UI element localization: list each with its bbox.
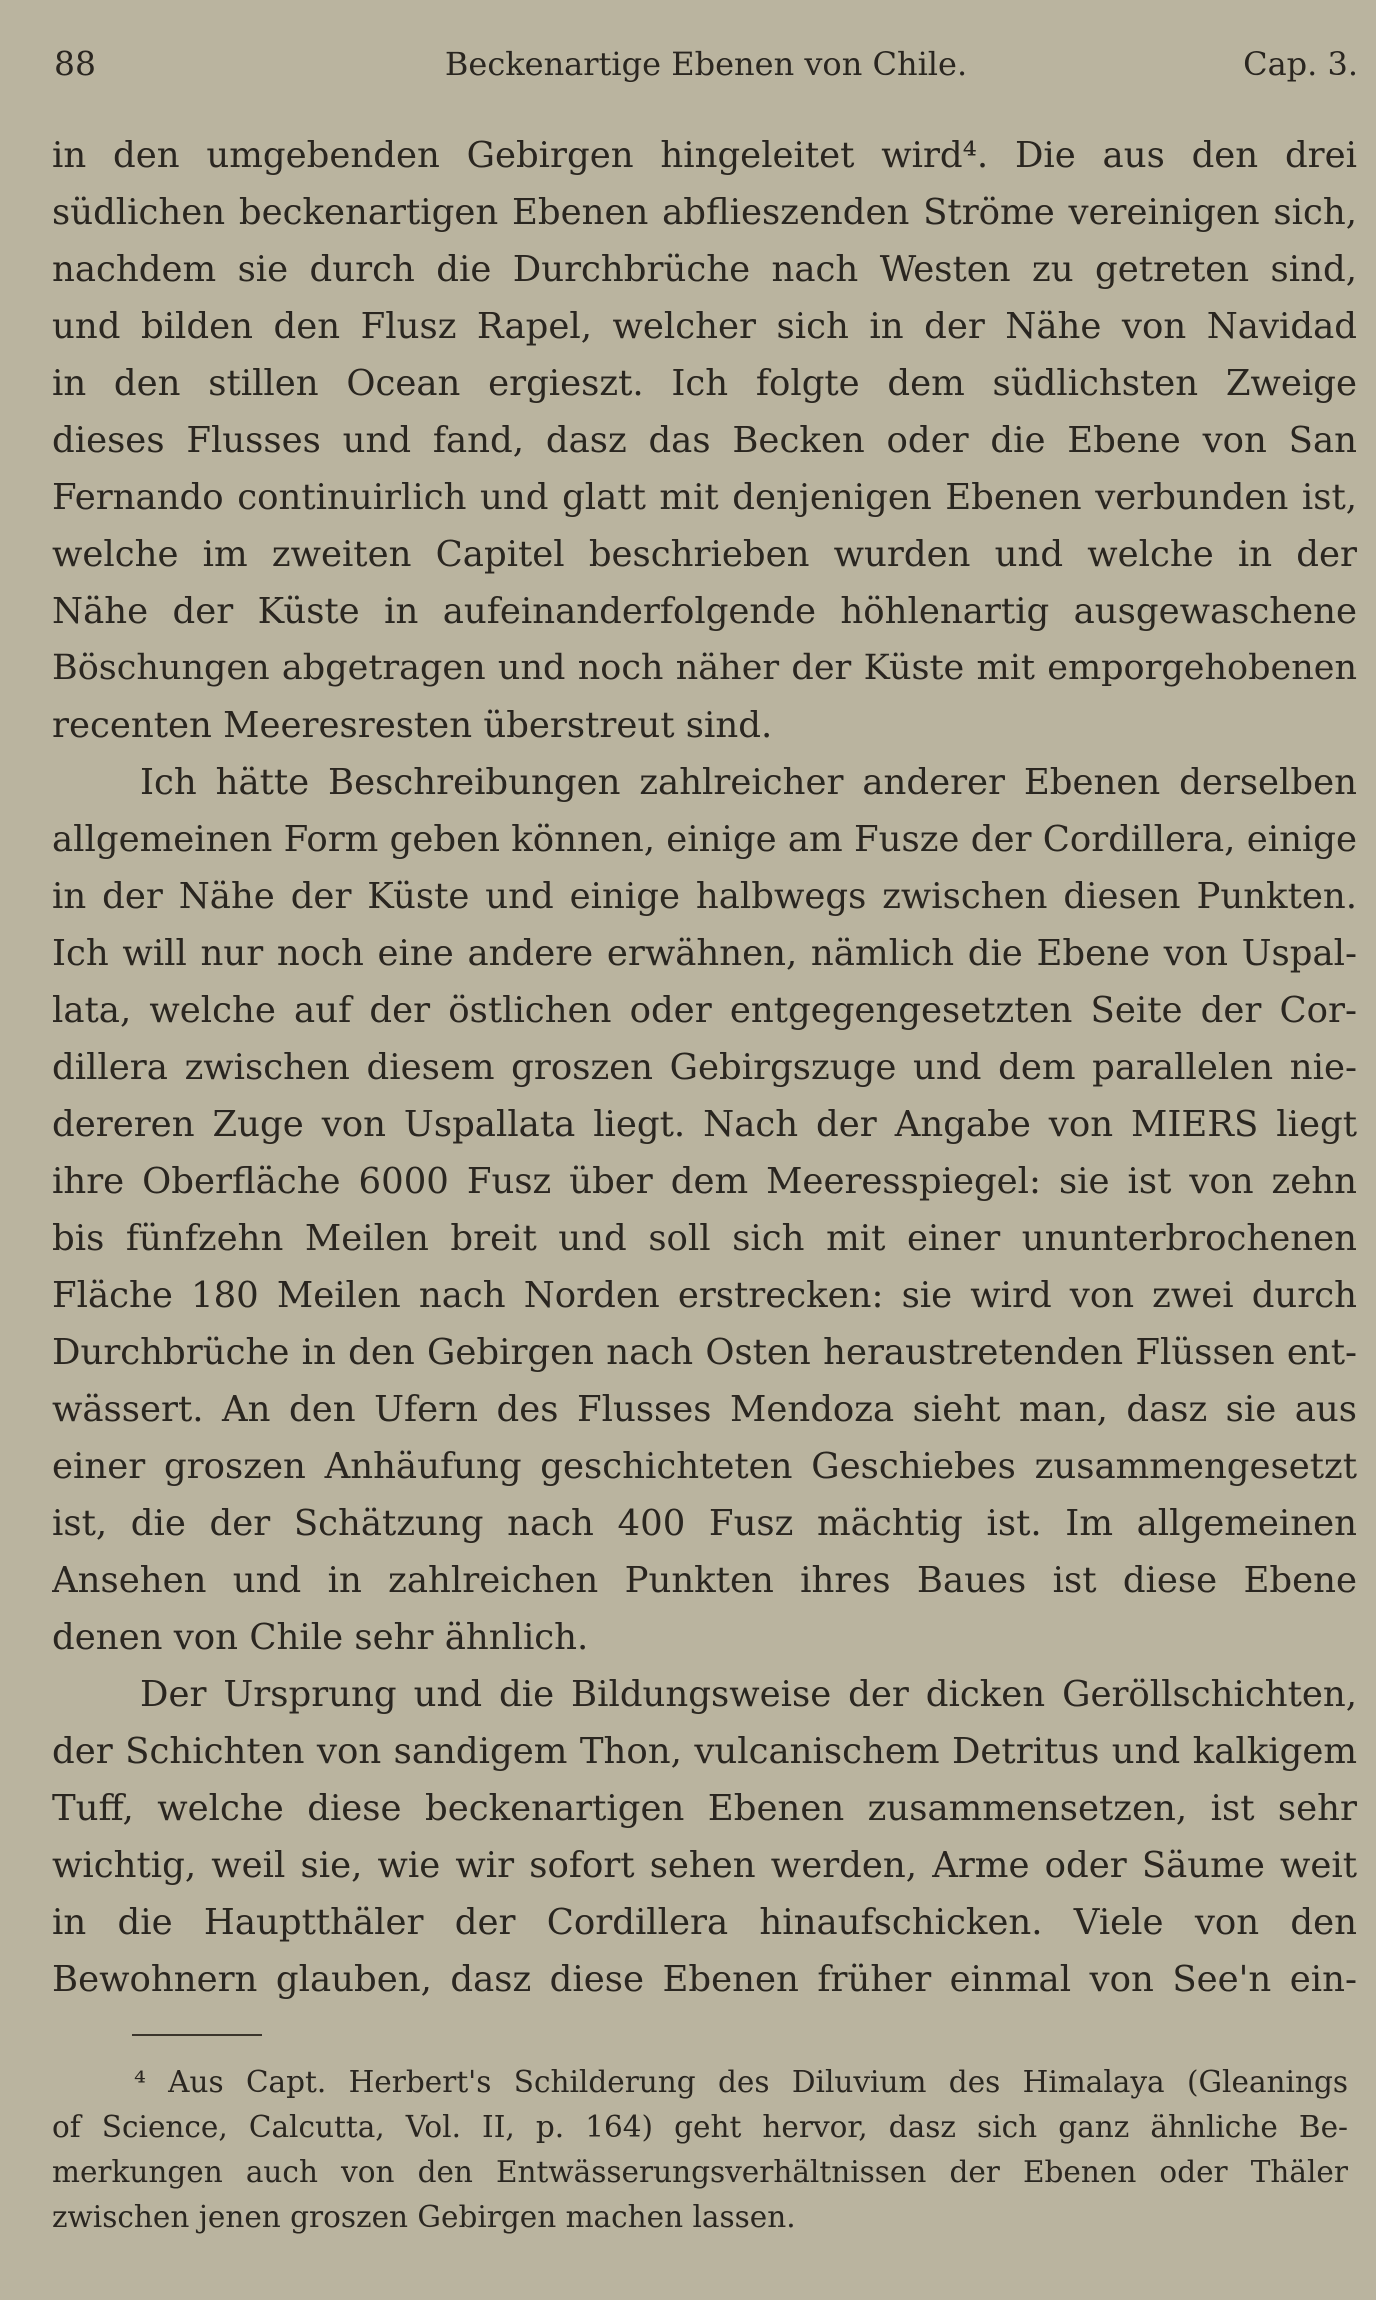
footnote-line: of Science, Calcutta, Vol. II, p. 164) geht hervor, dasz sich ganz ähnliche Be- xyxy=(52,2110,1348,2144)
footnote-line: zwischen jenen groszen Gebirgen machen lassen. xyxy=(52,2200,796,2234)
text-line: nachdem sie durch die Durchbrüche nach Westen zu getreten sind, xyxy=(52,249,1357,290)
body-text xyxy=(52,127,1357,2008)
page-number: 88 xyxy=(54,44,96,83)
text-line: dereren Zuge von Uspallata liegt. Nach der Angabe von MIERS liegt xyxy=(52,1104,1357,1145)
footnote-separator xyxy=(132,2034,262,2036)
paragraph-2 xyxy=(52,754,1357,1666)
text-line: allgemeinen Form geben können, einige am Fusze der Cordillera, einige xyxy=(52,819,1357,860)
text-line: Tuff, welche diese beckenartigen Ebenen zusammensetzen, ist sehr xyxy=(52,1788,1357,1829)
text-line: Der Ursprung und die Bildungsweise der dicken Geröllschichten, xyxy=(140,1674,1357,1715)
text-line: Bewohnern glauben, dasz diese Ebenen früher einmal von See'n ein- xyxy=(52,1959,1357,2000)
text-line: in den umgebenden Gebirgen hingeleitet wird⁴. Die aus den drei xyxy=(52,135,1357,176)
text-line: dillera zwischen diesem groszen Gebirgszuge und dem parallelen nie- xyxy=(52,1047,1357,1088)
text-line: lata, welche auf der östlichen oder entgegengesetzten Seite der Cor- xyxy=(52,990,1357,1031)
text-line: wichtig, weil sie, wie wir sofort sehen werden, Arme oder Säume weit xyxy=(52,1845,1357,1886)
text-line: einer groszen Anhäufung geschichteten Geschiebes zusammengesetzt xyxy=(52,1446,1357,1487)
running-title: Beckenartige Ebenen von Chile. xyxy=(444,45,968,83)
text-line: welche im zweiten Capitel beschrieben wurden und welche in der xyxy=(52,534,1357,575)
text-line: in den stillen Ocean ergieszt. Ich folgte dem südlichsten Zweige xyxy=(52,363,1357,404)
text-line: in der Nähe der Küste und einige halbwegs zwischen diesen Punkten. xyxy=(52,876,1357,917)
text-line: Fernando continuirlich und glatt mit denjenigen Ebenen verbunden ist, xyxy=(52,477,1357,518)
chapter-label: Cap. 3. xyxy=(1243,45,1358,83)
text-line: Ansehen und in zahlreichen Punkten ihres Baues ist diese Ebene xyxy=(52,1560,1357,1601)
text-line: Nähe der Küste in aufeinanderfolgende höhlenartig ausgewaschene xyxy=(52,591,1357,632)
text-line: dieses Flusses und fand, dasz das Becken oder die Ebene von San xyxy=(52,420,1357,461)
text-line: und bilden den Flusz Rapel, welcher sich in der Nähe von Navidad xyxy=(52,306,1357,347)
paragraph-1 xyxy=(52,127,1357,754)
text-line: Durchbrüche in den Gebirgen nach Osten heraustretenden Flüssen ent- xyxy=(52,1332,1357,1373)
footnote xyxy=(52,2060,1348,2240)
text-line: Fläche 180 Meilen nach Norden erstrecken: sie wird von zwei durch xyxy=(52,1275,1357,1316)
text-line: wässert. An den Ufern des Flusses Mendoza sieht man, dasz sie aus xyxy=(52,1389,1357,1430)
text-line: Böschungen abgetragen und noch näher der Küste mit emporgehobenen xyxy=(52,648,1357,688)
text-line: Ich hätte Beschreibungen zahlreicher anderer Ebenen derselben xyxy=(140,762,1357,803)
footnote-line: ⁴ Aus Capt. Herbert's Schilderung des Diluvium des Himalaya (Gleanings xyxy=(134,2065,1348,2099)
text-line: recenten Meeresresten überstreut sind. xyxy=(52,705,773,746)
text-line: der Schichten von sandigem Thon, vulcanischem Detritus und kalkigem xyxy=(52,1731,1357,1772)
text-line: ihre Oberfläche 6000 Fusz über dem Meeresspiegel: sie ist von zehn xyxy=(52,1161,1357,1202)
text-line: denen von Chile sehr ähnlich. xyxy=(52,1617,589,1658)
running-header xyxy=(54,38,1358,90)
text-line: in die Hauptthäler der Cordillera hinaufschicken. Viele von den xyxy=(52,1902,1357,1943)
text-line: Ich will nur noch eine andere erwähnen, nämlich die Ebene von Uspal- xyxy=(52,933,1357,974)
text-line: bis fünfzehn Meilen breit und soll sich mit einer ununterbrochenen xyxy=(52,1218,1357,1259)
paragraph-3 xyxy=(52,1666,1357,2008)
footnote-line: merkungen auch von den Entwässerungsverhältnissen der Ebenen oder Thäler xyxy=(52,2155,1348,2189)
text-line: ist, die der Schätzung nach 400 Fusz mächtig ist. Im allgemeinen xyxy=(52,1503,1357,1544)
text-line: südlichen beckenartigen Ebenen abflieszenden Ströme vereinigen sich, xyxy=(52,192,1357,233)
